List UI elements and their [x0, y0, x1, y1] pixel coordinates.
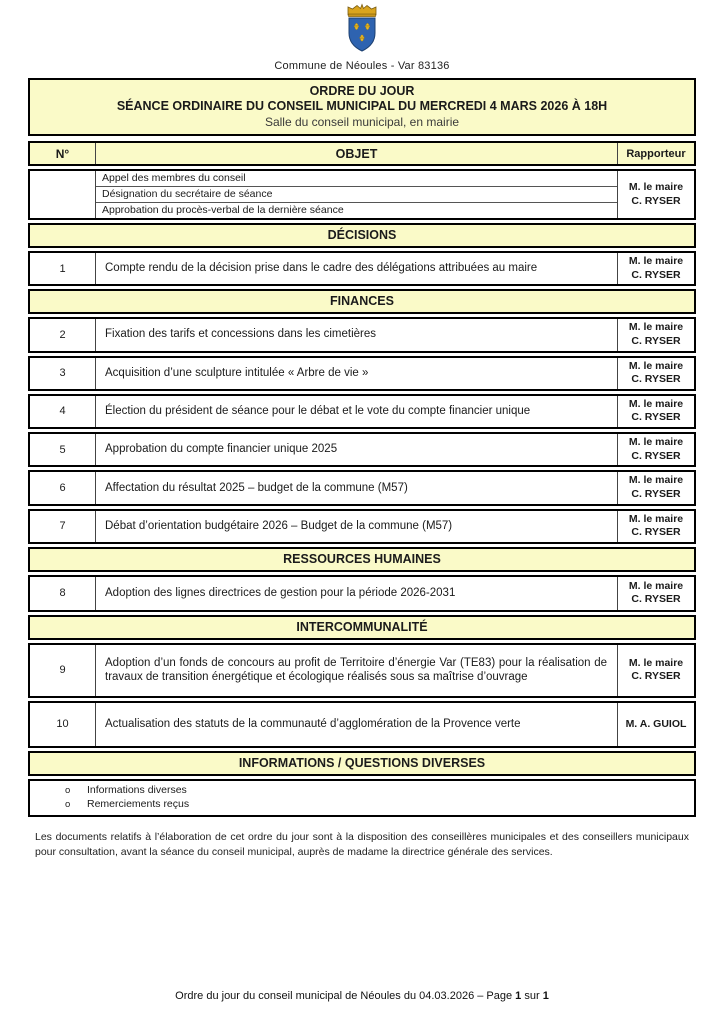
row-objet [95, 511, 618, 542]
row-objet [95, 253, 618, 284]
page-header [0, 0, 724, 72]
footer-text: Ordre du jour du conseil municipal de Néoules du 04.03.2026 – Page [175, 990, 516, 1002]
row-objet [95, 319, 618, 350]
rapporteur-name: M. le maire [628, 512, 684, 525]
rapporteur-name: C. RYSER [631, 411, 681, 424]
objet-text: Fixation des tarifs et concessions dans les cimetières [105, 328, 377, 341]
footer-page-number: 1 [515, 990, 522, 1002]
commune-name: Commune de Néoules - Var 83136 [274, 60, 450, 72]
preliminary-rows [28, 169, 696, 220]
title-block [28, 78, 696, 136]
row-objet [95, 472, 618, 503]
section-band-intercommunalite: INTERCOMMUNALITÉ [28, 615, 696, 640]
table-row [28, 575, 696, 612]
document-title: ORDRE DU JOUR [309, 84, 415, 98]
table-row [28, 509, 696, 544]
circle-bullet-icon: o [65, 798, 71, 810]
row-objet [95, 358, 618, 389]
objet-text: Débat d’orientation budgétaire 2026 – Budget de la commune (M57) [105, 519, 453, 532]
rapporteur-name: C. RYSER [631, 449, 681, 462]
table-row [28, 432, 696, 467]
rapporteur-name: M. A. GUIOL [625, 717, 687, 730]
row-number: 10 [56, 718, 69, 731]
footer-separator: sur [521, 990, 543, 1002]
rapporteur-cell [618, 253, 694, 284]
list-item [30, 783, 694, 797]
rapporteur-name: M. le maire [628, 180, 684, 193]
row-number: 2 [59, 328, 66, 341]
objet-text: Acquisition d’une sculpture intitulée « Arbre de vie » [105, 366, 369, 379]
rapporteur-cell [618, 703, 694, 746]
table-row: Approbation du procès-verbal de la dernière séance [96, 202, 617, 218]
objet-text: Affectation du résultat 2025 – budget de la commune (M57) [105, 481, 408, 494]
bullet-text: Informations diverses [87, 783, 187, 796]
row-number: 1 [59, 262, 66, 275]
rapporteur-name: C. RYSER [631, 194, 681, 207]
rapporteur-name: M. le maire [628, 255, 684, 267]
rapporteur-name: C. RYSER [631, 670, 681, 683]
list-item [30, 797, 694, 811]
objet-text: Adoption d’un fonds de concours au profit de Territoire d’énergie Var (TE83) pour la réalisation de travaux de transition énergétique et écologique réalisés sous sa maîtrise d’ouvrage [105, 656, 607, 684]
rapporteur-name: M. le maire [628, 321, 684, 334]
rapporteur-cell [618, 171, 694, 218]
table-row [28, 701, 696, 748]
rapporteur-cell [618, 645, 694, 696]
section-band-informations: INFORMATIONS / QUESTIONS DIVERSES [28, 751, 696, 776]
objet-text: Approbation du compte financier unique 2025 [105, 443, 338, 456]
row-number: 4 [59, 405, 66, 418]
session-location: Salle du conseil municipal, en mairie [264, 115, 460, 129]
row-number: 7 [59, 520, 66, 533]
objet-text: Compte rendu de la décision prise dans le cadre des délégations attribuées au maire [105, 262, 538, 275]
table-row: Appel des membres du conseil [102, 172, 246, 184]
objet-text: Élection du président de séance pour le débat et le vote du compte financier unique [105, 405, 531, 418]
rapporteur-name: C. RYSER [631, 268, 681, 281]
rapporteur-name: M. le maire [628, 397, 684, 410]
circle-bullet-icon: o [65, 784, 71, 796]
rapporteur-name: M. le maire [628, 579, 684, 592]
rapporteur-cell [618, 577, 694, 610]
table-row [28, 317, 696, 352]
objet-text: Adoption des lignes directrices de gestion pour la période 2026-2031 [105, 587, 456, 599]
row-number: 5 [59, 443, 66, 456]
table-row: Désignation du secrétaire de séance [96, 186, 617, 202]
rapporteur-name: M. le maire [628, 474, 684, 487]
row-objet [95, 577, 618, 610]
agenda-table [28, 141, 696, 817]
informations-rows [28, 779, 696, 817]
row-number: 9 [59, 664, 66, 677]
row-objet [95, 645, 618, 696]
rapporteur-name: C. RYSER [631, 593, 681, 606]
row-number: 6 [59, 482, 66, 495]
consultation-note: Les documents relatifs à l’élaboration de cet ordre du jour sont à la disposition des conseillères municipales et des conseillers municipaux pour consultation, avant la séance du conseil municipal, auprès de madame la directrice générale des services. [35, 830, 689, 858]
session-title: SÉANCE ORDINAIRE DU CONSEIL MUNICIPAL DU MERCREDI 4 MARS 2026 À 18H [116, 99, 608, 113]
rapporteur-name: C. RYSER [631, 526, 681, 539]
row-objet [95, 396, 618, 427]
row-number: 8 [59, 587, 66, 600]
table-row [28, 251, 696, 286]
row-objet [95, 703, 618, 746]
rapporteur-name: M. le maire [628, 656, 684, 669]
column-header-objet: OBJET [95, 143, 618, 164]
rapporteur-name: M. le maire [628, 359, 684, 372]
row-objet [95, 434, 618, 465]
table-row [28, 643, 696, 698]
rapporteur-cell [618, 434, 694, 465]
column-header-num: N° [55, 146, 70, 161]
rapporteur-cell [618, 472, 694, 503]
preliminary-items [95, 171, 618, 218]
table-row [28, 394, 696, 429]
rapporteur-cell [618, 511, 694, 542]
rapporteur-name: C. RYSER [631, 488, 681, 501]
row-number: 3 [59, 367, 66, 380]
rapporteur-name: M. le maire [628, 436, 684, 449]
rapporteur-name: C. RYSER [631, 334, 681, 347]
section-band-finances: FINANCES [28, 289, 696, 314]
table-row [28, 470, 696, 505]
rapporteur-cell [618, 396, 694, 427]
section-band-ressources-humaines: RESSOURCES HUMAINES [28, 547, 696, 572]
column-header-rapporteur: Rapporteur [626, 147, 686, 160]
rapporteur-cell [618, 358, 694, 389]
bullet-text: Remerciements reçus [87, 797, 190, 810]
section-band-decisions: DÉCISIONS [28, 223, 696, 248]
table-row [28, 356, 696, 391]
rapporteur-name: C. RYSER [631, 373, 681, 386]
page-footer [0, 990, 724, 1002]
commune-crest-icon [339, 3, 385, 53]
objet-text: Actualisation des statuts de la communauté d’agglomération de la Provence verte [105, 718, 521, 730]
table-header-row [28, 141, 696, 166]
rapporteur-cell [618, 319, 694, 350]
footer-total-pages: 1 [542, 990, 549, 1002]
empty-num-cell [30, 171, 95, 218]
